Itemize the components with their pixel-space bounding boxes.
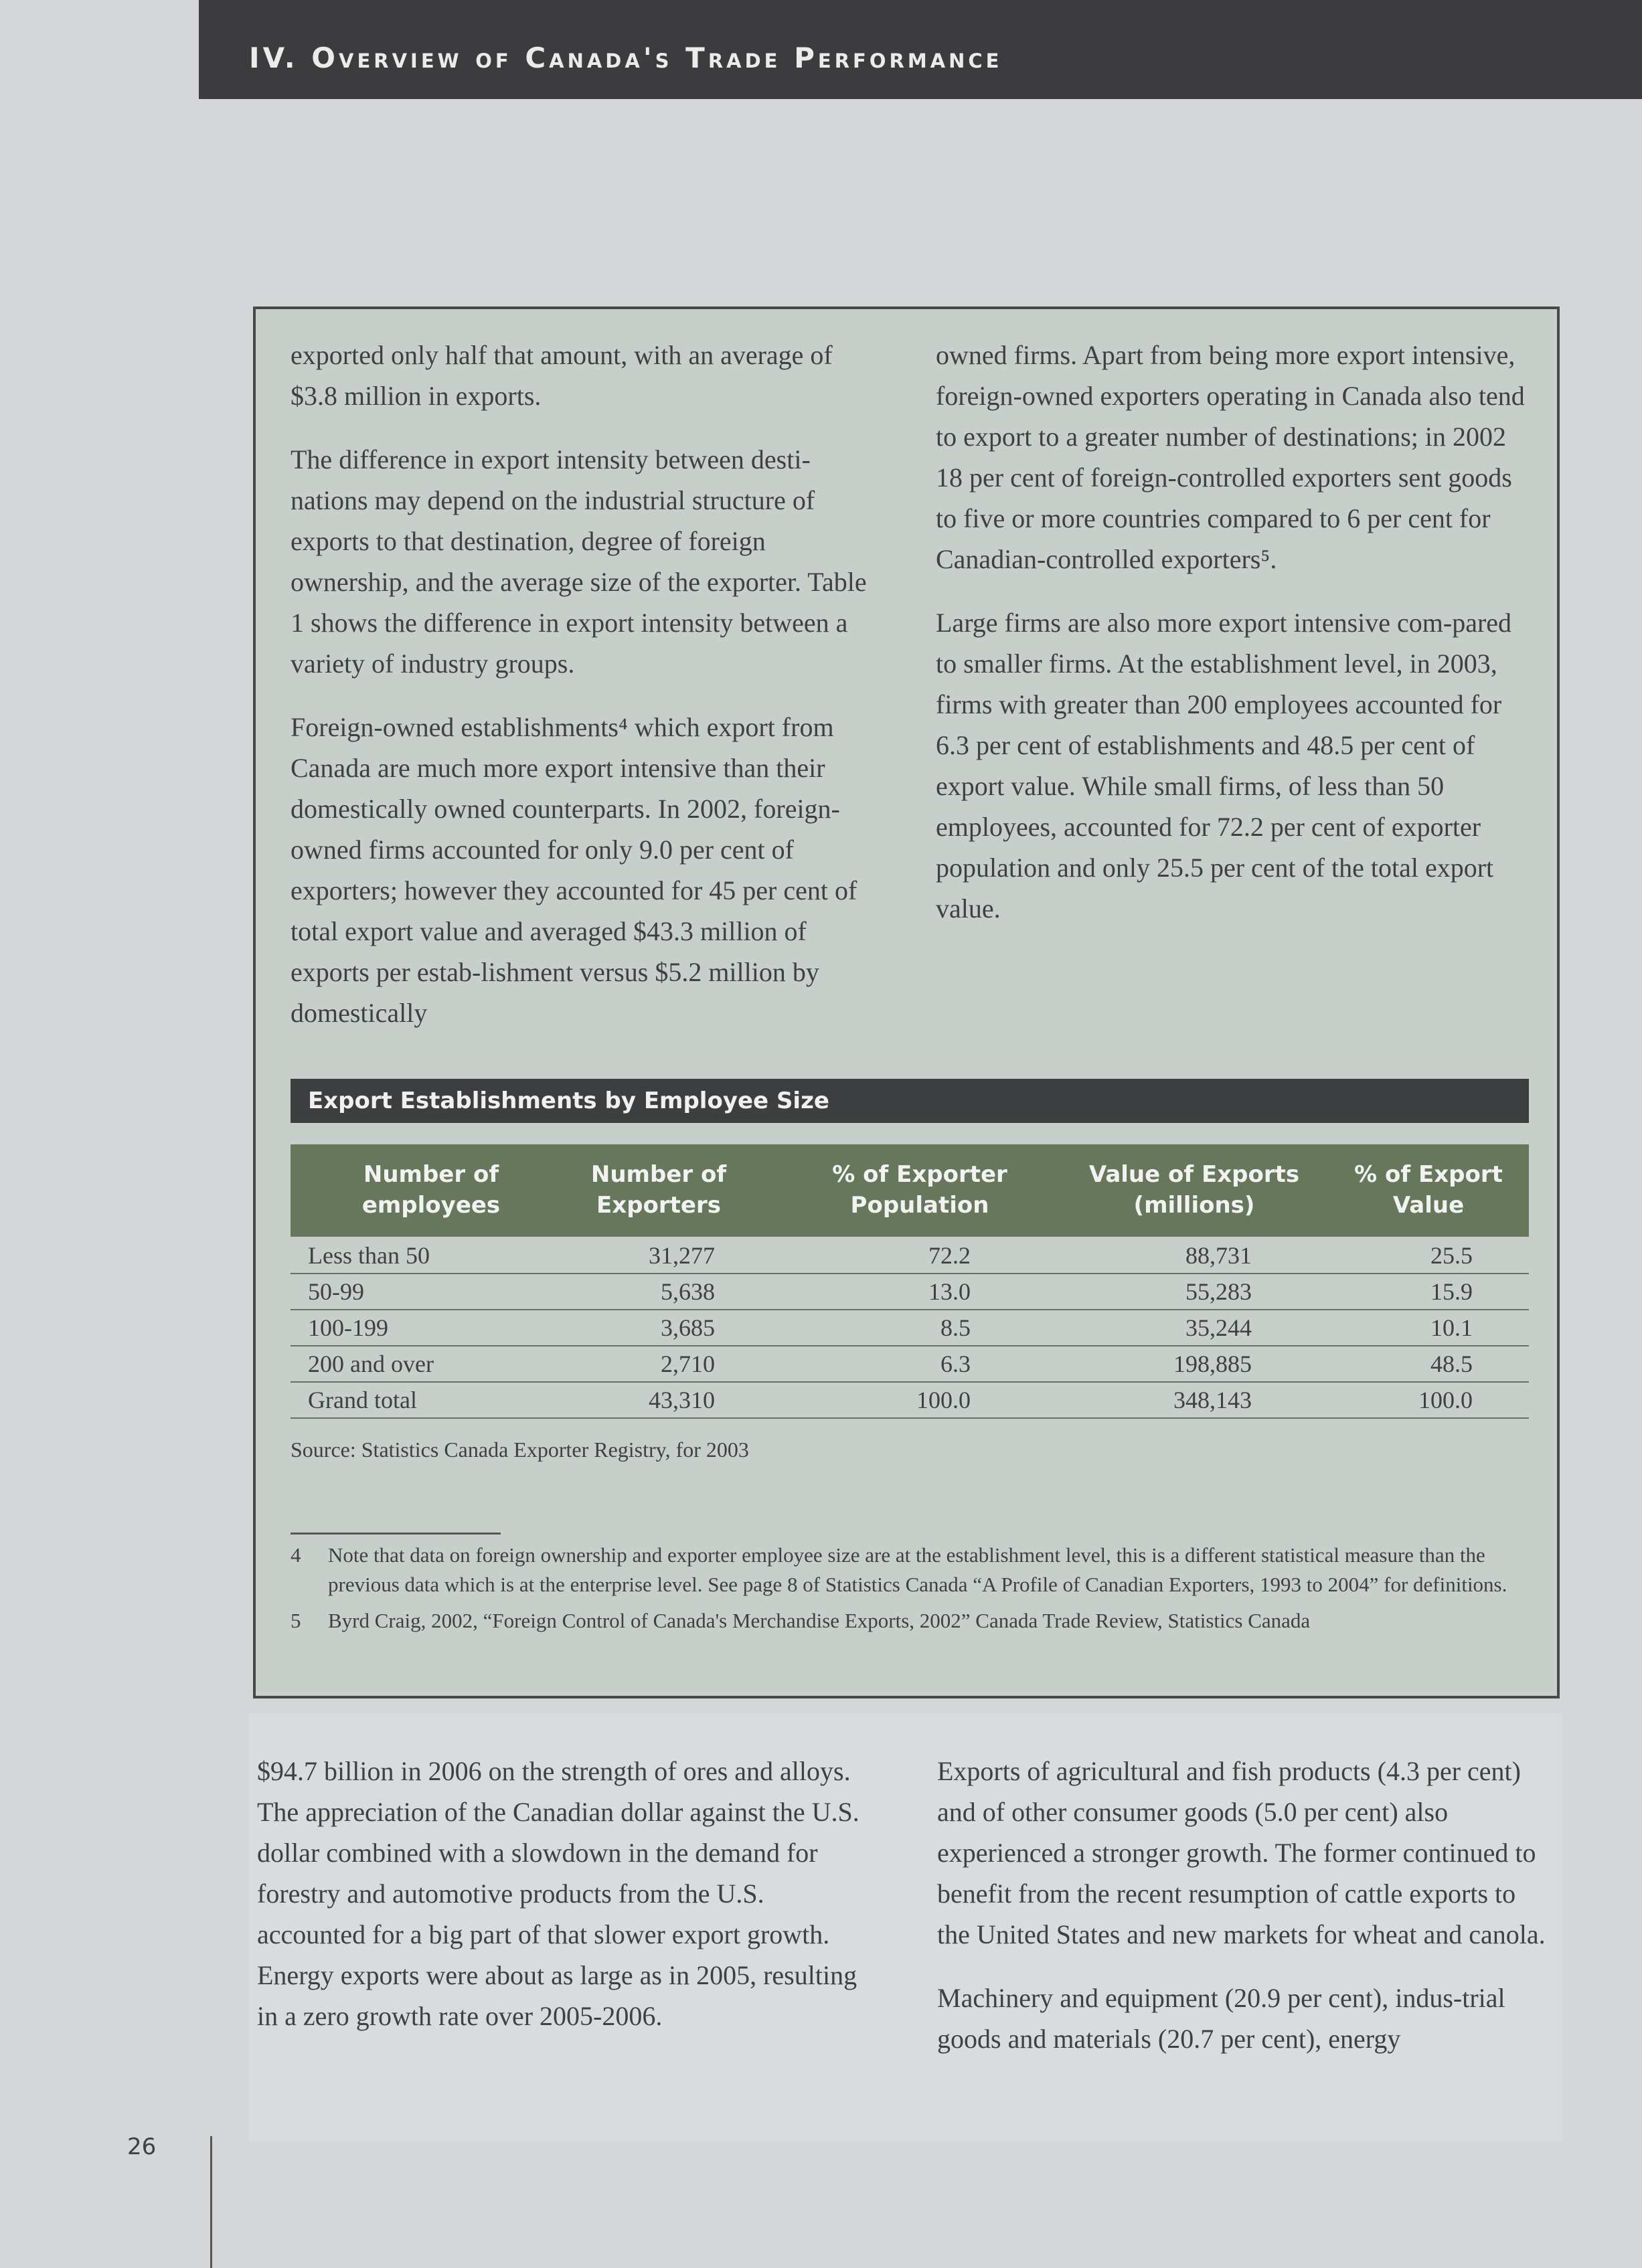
table-row: [291, 1237, 1529, 1274]
table-cell: 88,731: [1185, 1242, 1252, 1269]
table-cell: 31,277: [649, 1242, 715, 1269]
table-cell: 8.5: [940, 1314, 971, 1341]
table-row: [291, 1381, 1529, 1419]
column-header: Value of Exports (millions): [1088, 1161, 1300, 1219]
paragraph: owned firms. Apart from being more export intensive, foreign-owned exporters operating in Canada also tend to export to a greater number of destinations; in 2002 18 per cent of foreign-controlled exporters sent goods to five or more countries compared to 6 per cent for Canadian-controlled exporters⁵.: [936, 340, 1525, 574]
paragraph: $94.7 billion in 2006 on the strength of ores and alloys. The appreciation of the Canadian dollar against the U.S. dollar combined with a slowdown in the demand for forestry and automotive products from the U.S. accounted for a big part of that slower export growth. Energy exports were about as large as in 2005, resulting in a zero growth rate over 2005-2006.: [257, 1756, 859, 2031]
paragraph: Machinery and equipment (20.9 per cent), indus-trial goods and materials (20.7 per cent), energy: [937, 1983, 1505, 2054]
table-cell: Less than 50: [308, 1242, 430, 1269]
table-cell: 48.5: [1430, 1350, 1473, 1377]
table-source: Source: Statistics Canada Exporter Registry, for 2003: [291, 1437, 749, 1462]
sidebar-right-column: [936, 335, 1525, 952]
table-row: [291, 1309, 1529, 1346]
paragraph: The difference in export intensity between desti-nations may depend on the industrial structure of exports to that destination, degree of foreign ownership, and the average size of the exporter. Table 1 shows the difference in export intensity between a variety of industry groups.: [291, 444, 867, 679]
table-row: [291, 1273, 1529, 1310]
column-header: % of Exporter Population: [832, 1161, 1007, 1219]
paragraph: Foreign-owned establishments⁴ which export from Canada are much more export intensive than their domestically owned counterparts. In 2002, foreign-owned firms accounted for only 9.0 per cent of exporters; however they accounted for 45 per cent of total export value and averaged $43.3 million of exports per estab-lishment versus $5.2 million by domestically: [291, 712, 857, 1028]
paragraph: exported only half that amount, with an average of $3.8 million in exports.: [291, 340, 833, 411]
table-cell: 10.1: [1430, 1314, 1473, 1341]
footnote-rule: [291, 1533, 501, 1535]
table-cell: 100.0: [916, 1387, 971, 1413]
table-cell: 348,143: [1173, 1387, 1252, 1413]
table-cell: 55,283: [1185, 1278, 1252, 1305]
column-header: Number of employees: [361, 1161, 501, 1219]
table-cell: 5,638: [661, 1278, 715, 1305]
table-cell: 43,310: [649, 1387, 715, 1413]
table-cell: 50-99: [308, 1278, 364, 1305]
sidebar-left-column: [291, 335, 880, 1056]
footnote-number: 5: [291, 1609, 301, 1632]
table-cell: Grand total: [308, 1387, 417, 1413]
body-right-column: [937, 1751, 1553, 2082]
footnote-text: Byrd Craig, 2002, “Foreign Control of Canada's Merchandise Exports, 2002” Canada Trade Review, Statistics Canada: [328, 1609, 1311, 1632]
table-cell: 25.5: [1430, 1242, 1473, 1269]
table-cell: 100.0: [1418, 1387, 1473, 1413]
table-row: [291, 1345, 1529, 1383]
body-left-column: [257, 1751, 873, 2059]
table-cell: 35,244: [1185, 1314, 1252, 1341]
footnote-text: Note that data on foreign ownership and exporter employee size are at the establishment level, this is a different statistical measure than the previous data which is at the enterprise level. See page 8 of Statistics Canada “A Profile of Canadian Exporters, 1993 to 2004” for definitions.: [328, 1543, 1507, 1596]
column-header: % of Export Value: [1354, 1161, 1503, 1219]
column-header: Number of Exporters: [590, 1161, 727, 1219]
table-cell: 2,710: [661, 1350, 715, 1377]
paragraph: Exports of agricultural and fish products (4.3 per cent) and of other consumer goods (5.0 per cent) also experienced a stronger growth. The former continued to benefit from the recent resumption of cattle exports to the United States and new markets for wheat and canola.: [937, 1756, 1546, 1949]
page-header-title: IV. Overview of Canada's Trade Performance: [249, 41, 1003, 74]
table-cell: 200 and over: [308, 1350, 434, 1377]
table-header: [291, 1144, 1529, 1237]
table-cell: 100-199: [308, 1314, 388, 1341]
footnote: [291, 1541, 1522, 1599]
page-number-rule: [210, 2136, 212, 2268]
footnote-number: 4: [291, 1543, 301, 1567]
table-cell: 6.3: [940, 1350, 971, 1377]
table-cell: 15.9: [1430, 1278, 1473, 1305]
footnote: [291, 1606, 1522, 1636]
page-number: 26: [127, 2133, 157, 2160]
footnotes: [291, 1541, 1522, 1642]
table-cell: 72.2: [928, 1242, 971, 1269]
table-cell: 3,685: [661, 1314, 715, 1341]
table-cell: 13.0: [928, 1278, 971, 1305]
table-cell: 198,885: [1173, 1350, 1252, 1377]
table-title: Export Establishments by Employee Size: [291, 1079, 1529, 1123]
paragraph: Large firms are also more export intensive com-pared to smaller firms. At the establishment level, in 2003, firms with greater than 200 employees accounted for 6.3 per cent of establishments and 48.5 per cent of export value. While small firms, of less than 50 employees, accounted for 72.2 per cent of exporter population and only 25.5 per cent of the total export value.: [936, 608, 1512, 924]
